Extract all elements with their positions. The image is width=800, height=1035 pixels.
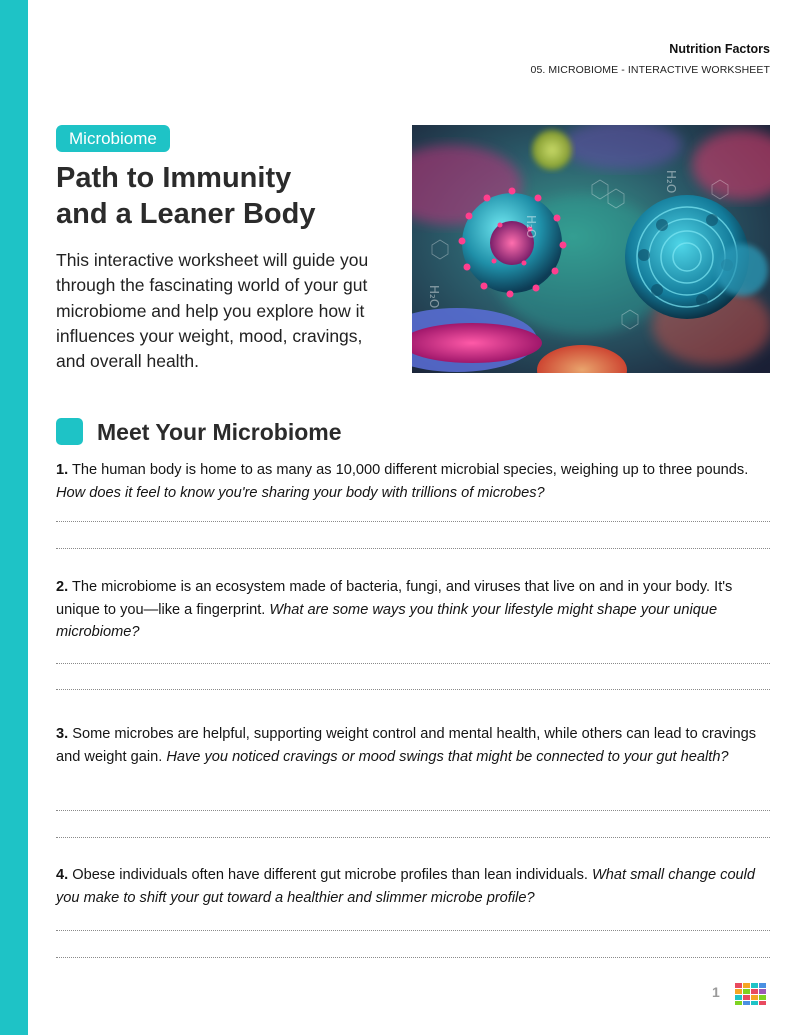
title-line-2: and a Leaner Body [56, 198, 316, 230]
question-4-prompt: What small change could you make to shift your gut toward a healthier and slimmer microbe profile? [56, 867, 756, 906]
formula-text-3: H₂O [427, 285, 441, 309]
answer-line-4b[interactable] [56, 957, 770, 958]
question-1 [56, 459, 770, 504]
answer-line-4a[interactable] [56, 930, 770, 931]
question-2 [56, 576, 770, 644]
page-header [531, 42, 771, 76]
page-title [56, 160, 386, 232]
question-3 [56, 723, 770, 768]
question-1-text [56, 459, 770, 504]
section-marker-square [56, 418, 83, 445]
question-4-text [56, 864, 770, 909]
answer-line-2a[interactable] [56, 663, 770, 664]
answer-line-3b[interactable] [56, 837, 770, 838]
question-4-statement: Obese individuals often have different gut microbe profiles than lean individuals. [68, 867, 592, 883]
title-line-1: Path to Immunity [56, 162, 292, 194]
answer-line-1a[interactable] [56, 521, 770, 522]
accent-side-bar [0, 0, 28, 1035]
brand-name: Nutrition Factors [669, 42, 770, 56]
formula-text-2: H₂O [524, 215, 538, 239]
question-3-text [56, 723, 770, 768]
question-2-text [56, 576, 770, 644]
answer-line-1b[interactable] [56, 548, 770, 549]
microbe-hero-image [412, 125, 770, 373]
question-3-prompt: Have you noticed cravings or mood swings that might be connected to your gut health? [166, 748, 729, 765]
question-4-number: 4. [56, 867, 69, 883]
question-1-number: 1. [56, 462, 69, 478]
question-4 [56, 864, 770, 909]
answer-line-2b[interactable] [56, 689, 770, 690]
question-1-statement: The human body is home to as many as 10,000 different microbial species, weighing up to three pounds. [68, 462, 749, 478]
topic-badge: Microbiome [56, 125, 170, 152]
question-2-number: 2. [56, 579, 69, 595]
section-title: Meet Your Microbiome [97, 419, 342, 445]
brand-logo-icon [735, 983, 767, 1005]
page-number: 1 [712, 984, 720, 1000]
question-2-statement: The microbiome is an ecosystem made of bacteria, fungi, and viruses that live on and in your body. It's unique to you—like a fingerprint. [56, 579, 733, 618]
answer-line-3a[interactable] [56, 810, 770, 811]
question-3-statement: Some microbes are helpful, supporting weight control and mental health, while others can lead to cravings and weight gain. [56, 726, 757, 765]
intro-paragraph: This interactive worksheet will guide you through the fascinating world of your gut microbiome and help you explore how it influences your weight, mood, cravings, and overall health. [56, 250, 369, 372]
worksheet-subtitle: 05. MICROBIOME - INTERACTIVE WORKSHEET [530, 64, 770, 76]
formula-text-1: H₂O [664, 170, 678, 194]
question-2-prompt: What are some ways you think your lifestyle might shape your unique microbiome? [56, 601, 718, 640]
question-1-prompt: How does it feel to know you're sharing your body with trillions of microbes? [56, 484, 545, 501]
question-3-number: 3. [56, 726, 69, 742]
